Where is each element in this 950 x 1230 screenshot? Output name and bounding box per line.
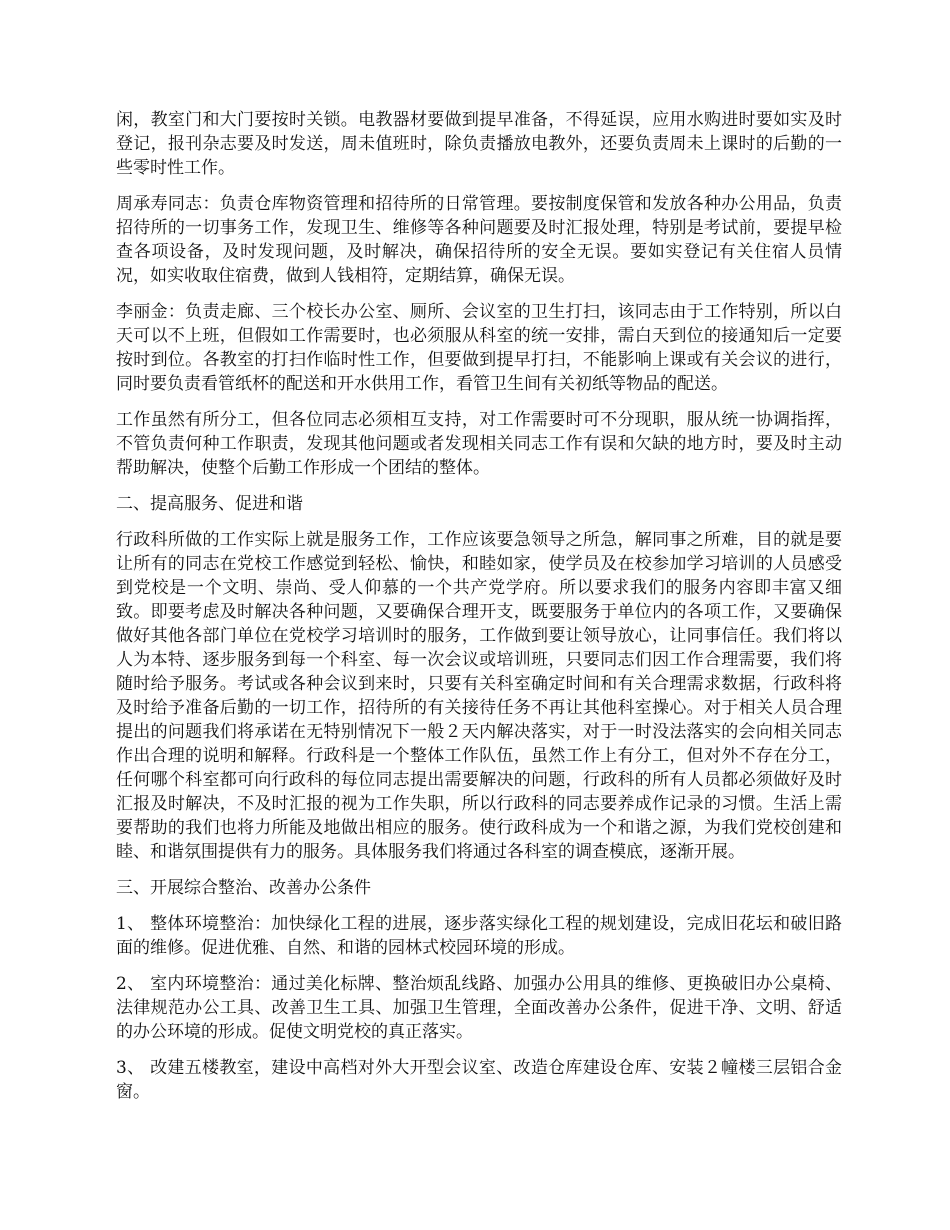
- paragraph-duty-continuation: 闲，教室门和大门要按时关锁。电教器材要做到提早准备，不得延误，应用水购进时要如实及时登记，报刊杂志要及时发送，周未值班时，除负责播放电教外，还要负责周未上课时的后勤的一些零时性工作。: [116, 110, 842, 178]
- list-item-3: 3、 改建五楼教室，建设中高档对外大开型会议室、改造仓库建设仓库、安装２幢楼三层铝合金窗。: [116, 1058, 842, 1102]
- document-body: [116, 108, 842, 1116]
- paragraph-zhou-chengshou: 周承寿同志：负责仓库物资管理和招待所的日常管理。要按制度保管和发放各种办公用品，负责招待所的一切事务工作，发现卫生、维修等各种问题要及时汇报处理，特别是考试前，要提早检查各项设备，及时发现问题，及时解决，确保招待所的安全无误。要如实登记有关住宿人员情况，如实收取住宿费，做到人钱相符，定期结算，确保无误。: [116, 194, 842, 286]
- list-item-2: 2、 室内环境整治：通过美化标牌、整治烦乱线路、加强办公用具的维修、更换破旧办公桌椅、法律规范办公工具、改善卫生工具、加强卫生管理，全面改善办公条件，促进干净、文明、舒适的办公环境的形成。促使文明党校的真正落实。: [116, 974, 842, 1042]
- list-item-1: 1、 整体环境整治：加快绿化工程的进展，逐步落实绿化工程的规划建设，完成旧花坛和破旧路面的维修。促进优雅、自然、和谐的园林式校园环境的形成。: [116, 914, 842, 958]
- section-heading-2: 二、提高服务、促进和谐: [116, 494, 303, 514]
- paragraph-li-lijin: 李丽金：负责走廊、三个校长办公室、厕所、会议室的卫生打扫，该同志由于工作特别，所以白天可以不上班，但假如工作需要时，也必须服从科室的统一安排，需白天到位的接通知后一定要按时到位。各教室的打扫作临时性工作，但要做到提早打扫，不能影响上课或有关会议的进行，同时要负责看管纸杯的配送和开水供用工作，看管卫生间有关初纸等物品的配送。: [116, 302, 842, 394]
- paragraph-teamwork: 工作虽然有所分工，但各位同志必须相互支持，对工作需要时可不分现职，服从统一协调指挥，不管负责何种工作职责，发现其他问题或者发现相关同志工作有误和欠缺的地方时，要及时主动帮助解决，使整个后勤工作形成一个团结的整体。: [116, 410, 842, 478]
- section-heading-3: 三、开展综合整治、改善办公条件: [116, 878, 371, 898]
- paragraph-service: 行政科所做的工作实际上就是服务工作，工作应该要急领导之所急，解同事之所难，目的就是要让所有的同志在党校工作感觉到轻松、愉快，和睦如家，使学员及在校参加学习培训的人员感受到党校是一个文明、崇尚、受人仰慕的一个共产党学府。所以要求我们的服务内容即丰富又细致。即要考虑及时解决各种问题，又要确保合理开支，既要服务于单位内的各项工作，又要确保做好其他各部门单位在党校学习培训时的服务，工作做到要让领导放心，让同事信任。我们将以人为本特、逐步服务到每一个科室、每一次会议或培训班，只要同志们因工作合理需要，我们将随时给予服务。考试或各种会议到来时，只要有关科室确定时间和有关合理需求数据，行政科将及时给予准备后勤的一切工作，招待所的有关接待任务不再让其他科室操心。对于相关人员合理提出的问题我们将承诺在无特别情况下一般２天内解决落实，对于一时没法落实的会向相关同志作出合理的说明和解释。行政科是一个整体工作队伍，虽然工作上有分工，但对外不存在分工，任何哪个科室都可向行政科的每位同志提出需要解决的问题，行政科的所有人员都必须做好及时汇报及时解决，不及时汇报的视为工作失职，所以行政科的同志要养成作记录的习惯。生活上需要帮助的我们也将力所能及地做出相应的服务。使行政科成为一个和谐之源，为我们党校创建和睦、和谐氛围提供有力的服务。具体服务我们将通过各科室的调查模底，逐渐开展。: [116, 530, 842, 862]
